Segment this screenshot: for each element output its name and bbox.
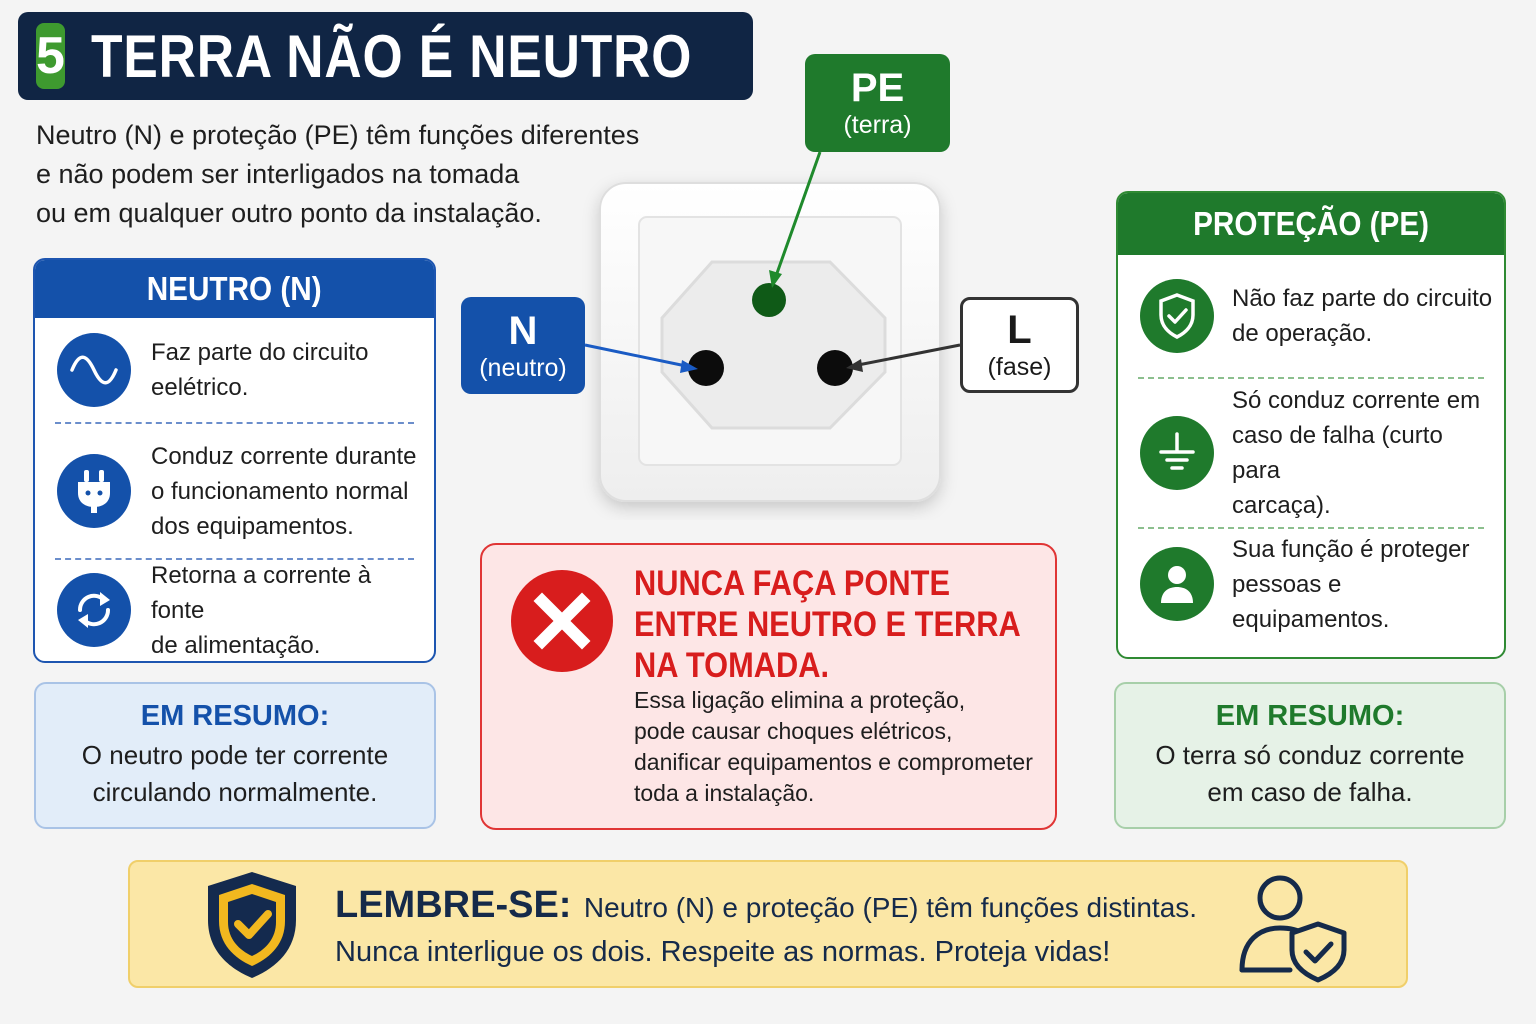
intro-line: ou em qualquer outro ponto da instalação. — [36, 198, 542, 228]
n-label: N (neutro) — [461, 297, 585, 394]
shield-check-icon — [200, 868, 304, 982]
summary-heading: EM RESUMO: — [140, 700, 330, 732]
neutral-item: Faz parte do circuito eelétrico. — [35, 318, 434, 422]
person-shield-icon — [1232, 870, 1352, 984]
intro-line: Neutro (N) e proteção (PE) têm funções diferentes — [36, 120, 640, 150]
summary-heading: EM RESUMO: — [1215, 700, 1405, 732]
neutral-card-heading: NEUTRO (N) — [35, 260, 434, 318]
l-label: L (fase) — [960, 297, 1079, 393]
pe-hole — [752, 283, 786, 317]
sine-wave-icon — [57, 333, 131, 407]
warning-box — [480, 543, 1057, 830]
protection-summary — [1114, 682, 1506, 829]
protection-item: Só conduz corrente em caso de falha (curto para carcaça). — [1118, 379, 1504, 527]
page-title: TERRA NÃO É NEUTRO — [90, 22, 693, 90]
neutral-card — [33, 258, 436, 663]
socket-illustration — [440, 40, 1100, 520]
ground-symbol-icon — [1140, 416, 1214, 490]
remember-line-1: LEMBRE-SE: Neutro (N) e proteção (PE) têm funções distintas. — [335, 884, 1198, 926]
neutral-item: Retorna a corrente à fonte de alimentação. — [35, 560, 434, 660]
person-icon — [1140, 547, 1214, 621]
error-x-icon — [510, 569, 614, 673]
protection-card — [1116, 191, 1506, 659]
remember-line-2: Nunca interligue os dois. Respeite as normas. Proteja vidas! — [335, 936, 1111, 968]
cycle-arrows-icon — [57, 573, 131, 647]
protection-item: Não faz parte do circuito de operação. — [1118, 255, 1504, 377]
summary-text: O terra só conduz corrente em caso de falha. — [1155, 740, 1465, 807]
warning-text: Essa ligação elimina a proteção, pode causar choques elétricos, danificar equipamentos e comprometer toda a instalação. — [634, 687, 1033, 806]
neutral-item: Conduz corrente durante o funcionamento normal dos equipamentos. — [35, 424, 434, 558]
warning-heading: NUNCA FAÇA PONTE ENTRE NEUTRO E TERRA NA TOMADA. — [634, 564, 1021, 685]
neutral-summary — [34, 682, 436, 829]
remember-banner — [128, 860, 1408, 988]
pe-label: PE (terra) — [805, 54, 950, 152]
plug-icon — [57, 454, 131, 528]
protection-card-heading: PROTEÇÃO (PE) — [1118, 193, 1504, 255]
shield-check-icon — [1140, 279, 1214, 353]
summary-text: O neutro pode ter corrente circulando normalmente. — [81, 740, 389, 807]
intro-line: e não podem ser interligados na tomada — [36, 159, 520, 189]
protection-item: Sua função é proteger pessoas e equipamentos. — [1118, 529, 1504, 639]
section-number: 5 — [36, 23, 65, 89]
remember-label: LEMBRE-SE: — [335, 884, 572, 926]
